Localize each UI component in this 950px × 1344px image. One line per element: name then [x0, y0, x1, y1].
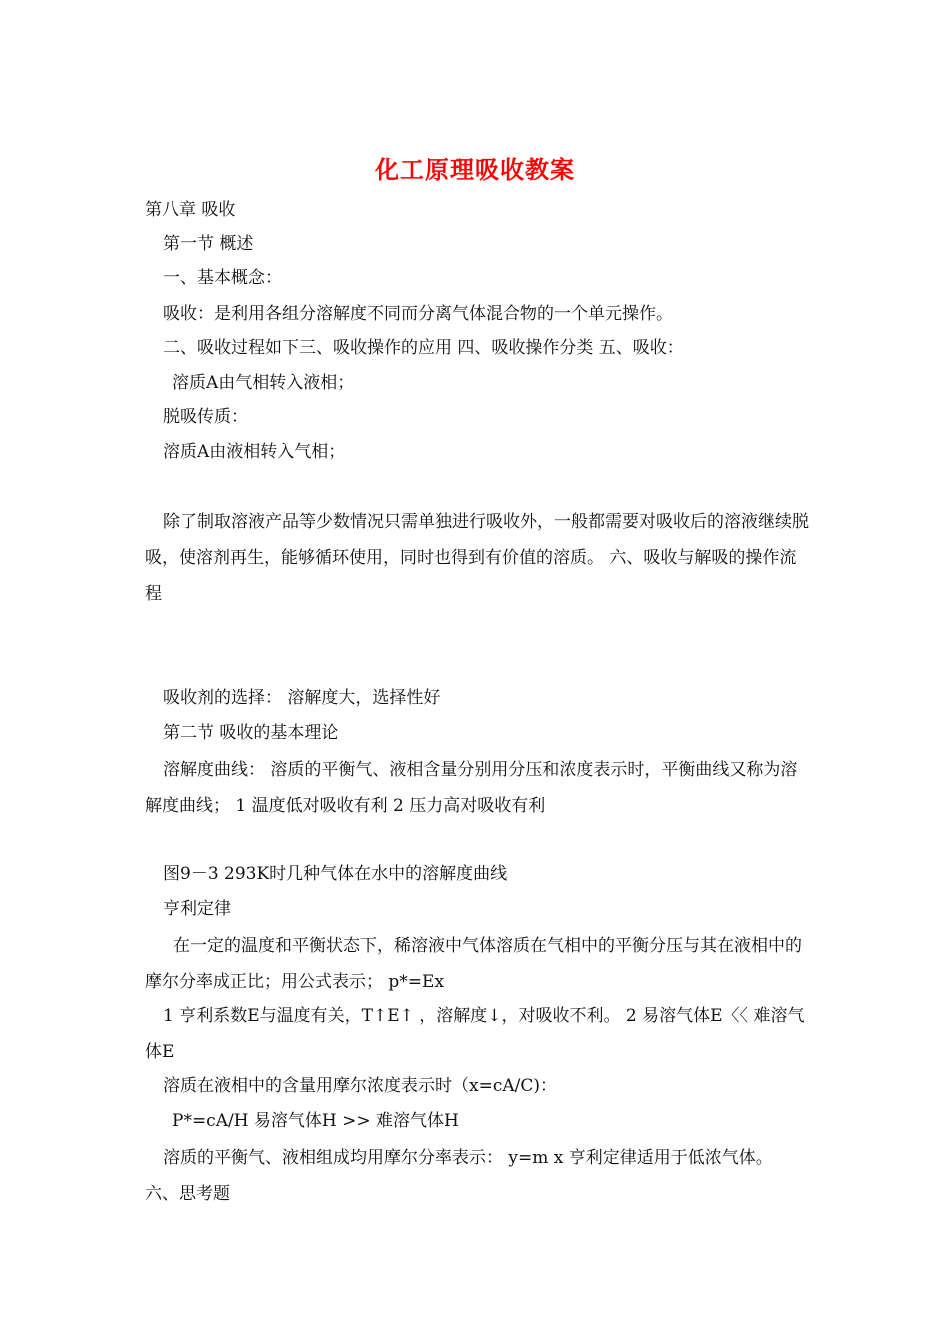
text-line: 吸收剂的选择： 溶解度大，选择性好	[163, 688, 441, 708]
chapter-heading: 第八章 吸收	[145, 200, 236, 220]
paragraph: 在一定的温度和平衡状态下，稀溶液中气体溶质在气相中的平衡分压与其在液相中的摩尔分率成正比；用公式表示； p*=Ex	[145, 936, 802, 992]
document-title: 化工原理吸收教案	[375, 156, 575, 184]
paragraph: 溶质的平衡气、液相组成均用摩尔分率表示： y=m x 亨利定律适用于低浓气体。 六、思考题	[145, 1148, 773, 1204]
text-line: 溶质在液相中的含量用摩尔浓度表示时（x=cA/C)：	[163, 1076, 557, 1096]
subheading-henry-law: 亨利定律	[163, 899, 231, 919]
paragraph: 1 亨利系数E与温度有关，T↑E↑ ，溶解度↓，对吸收不利。 2 易溶气体E〈〈 难溶气体E	[145, 1006, 805, 1062]
section-heading-1: 第一节 概述	[163, 234, 254, 254]
paragraph: 溶解度曲线： 溶质的平衡气、液相含量分别用分压和浓度表示时，平衡曲线又称为溶解度曲线； 1 温度低对吸收有利 2 压力高对吸收有利	[145, 760, 798, 816]
text-line: 溶质A由液相转入气相；	[163, 442, 346, 462]
figure-caption: 图9－3 293K时几种气体在水中的溶解度曲线	[163, 864, 508, 884]
subheading-basic-concepts: 一、基本概念：	[163, 268, 282, 288]
text-line: 二、吸收过程如下三、吸收操作的应用 四、吸收操作分类 五、吸收：	[163, 338, 684, 358]
text-line: 溶质A由气相转入液相；	[172, 373, 355, 393]
text-line: 脱吸传质：	[163, 407, 248, 427]
text-line: 吸收：是利用各组分溶解度不同而分离气体混合物的一个单元操作。	[163, 304, 673, 324]
paragraph: 除了制取溶液产品等少数情况只需单独进行吸收外，一般都需要对吸收后的溶液继续脱吸，使溶剂再生，能够循环使用，同时也得到有价值的溶质。 六、吸收与解吸的操作流程	[145, 512, 809, 604]
section-heading-2: 第二节 吸收的基本理论	[163, 723, 339, 743]
formula-line: P*=cA/H 易溶气体H >> 难溶气体H	[172, 1111, 459, 1131]
